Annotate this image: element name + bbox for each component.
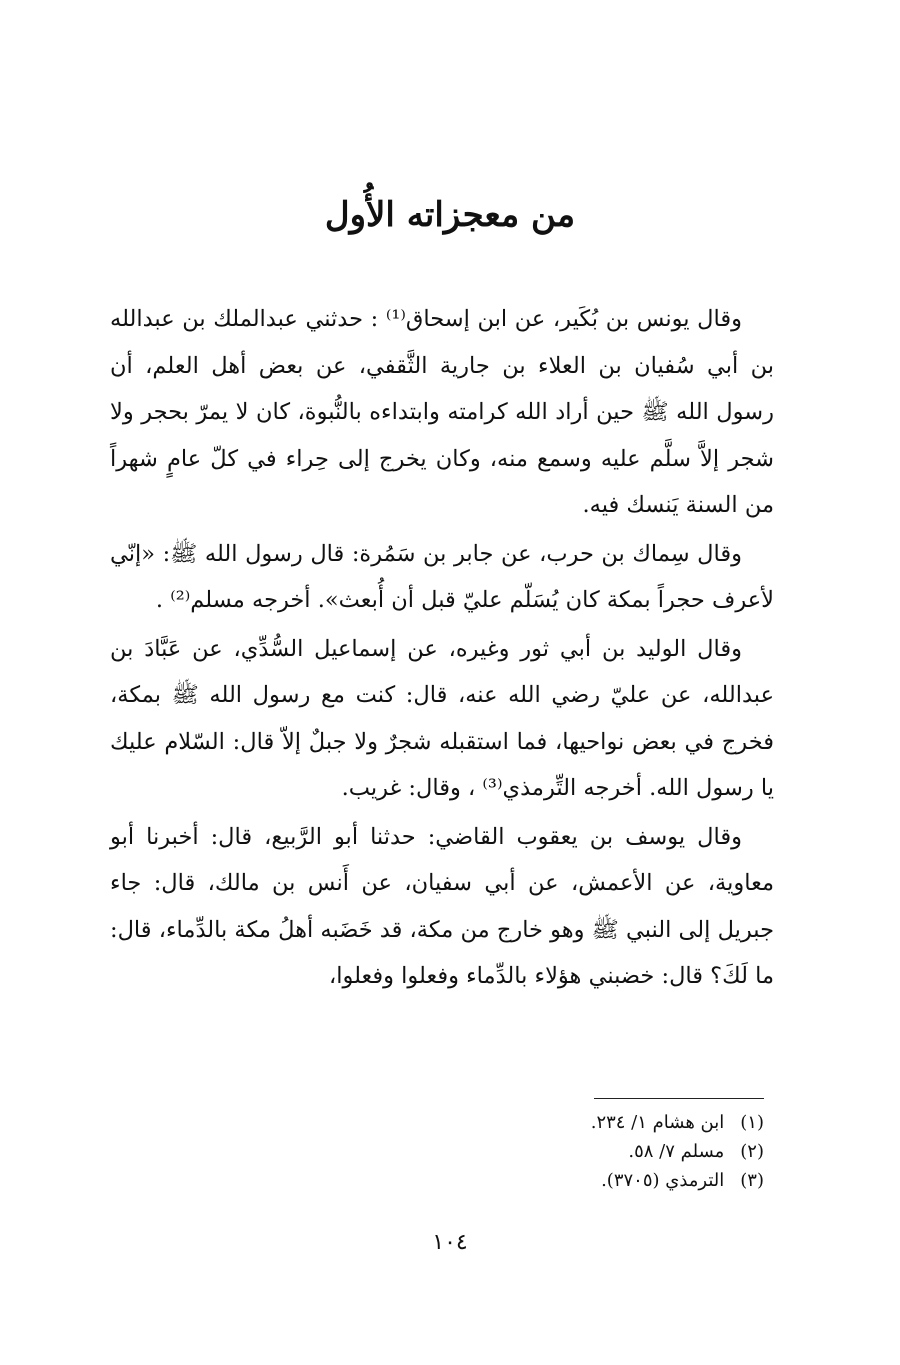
paragraph: وقال الوليد بن أبي ثور وغيره، عن إسماعيل السُّدِّي، عن عَبَّادَ بن عبدالله، عن عليّ رضي الله عنه، قال: كنت مع رسول الله ﷺ بمكة، فخرج في بعض نواحيها، فما استقبله شجرٌ ولا جبلٌ إلاّ قال: السّلام عليك يا رسول الله. أخرجه التِّرمذي⁽³⁾ ، وقال: غريب.: [110, 635, 774, 801]
paragraph: وقال سِماك بن حرب، عن جابر بن سَمُرة: قال رسول الله ﷺ: «إنّي لأعرف حجراً بمكة كان يُسَلّم عليّ قبل أن أُبعث». أخرجه مسلم⁽²⁾ .: [110, 540, 774, 613]
body-text: [110, 296, 774, 1002]
paragraph: وقال يونس بن بُكَير، عن ابن إسحاق⁽¹⁾ : حدثني عبدالملك بن عبدالله بن أبي سُفيان بن العلاء بن جارية الثَّقفي، عن بعض أهل العلم، أن رسول الله ﷺ حين أراد الله كرامته وابتداءه بالنُّبوة، كان لا يمرّ بحجر ولا شجر إلاَّ سلَّم عليه وسمع منه، وكان يخرج إلى حِراء في كلّ عامٍ شهراً من السنة يَنسك فيه.: [110, 306, 774, 518]
footnote-item: [400, 1166, 764, 1195]
footnote-number: (٢): [740, 1141, 764, 1162]
footnote-number: (٣): [740, 1170, 764, 1191]
footnote-number: (١): [740, 1112, 764, 1133]
chapter-title: من معجزاته الأُول: [324, 194, 576, 235]
footnote-item: [400, 1108, 764, 1137]
footnotes: [400, 1108, 764, 1195]
footnote-divider: [594, 1098, 764, 1099]
footnote-text: الترمذي (٣٧٠٥).: [601, 1170, 725, 1191]
page-number: ١٠٤: [432, 1230, 468, 1255]
footnote-text: ابن هشام ١/ ٢٣٤.: [590, 1112, 725, 1133]
footnote-text: مسلم ٧/ ٥٨.: [628, 1141, 725, 1162]
paragraph: وقال يوسف بن يعقوب القاضي: حدثنا أبو الرَّبيع، قال: أخبرنا أبو معاوية، عن الأعمش، عن أبي سفيان، عن أَنس بن مالك، قال: جاء جبريل إلى النبي ﷺ وهو خارج من مكة، قد خَضَبه أهلُ مكة بالدِّماء، قال: ما لَكَ؟ قال: خضبني هؤلاء بالدِّماء وفعلوا وفعلوا،: [110, 823, 774, 989]
footnote-item: [400, 1137, 764, 1166]
